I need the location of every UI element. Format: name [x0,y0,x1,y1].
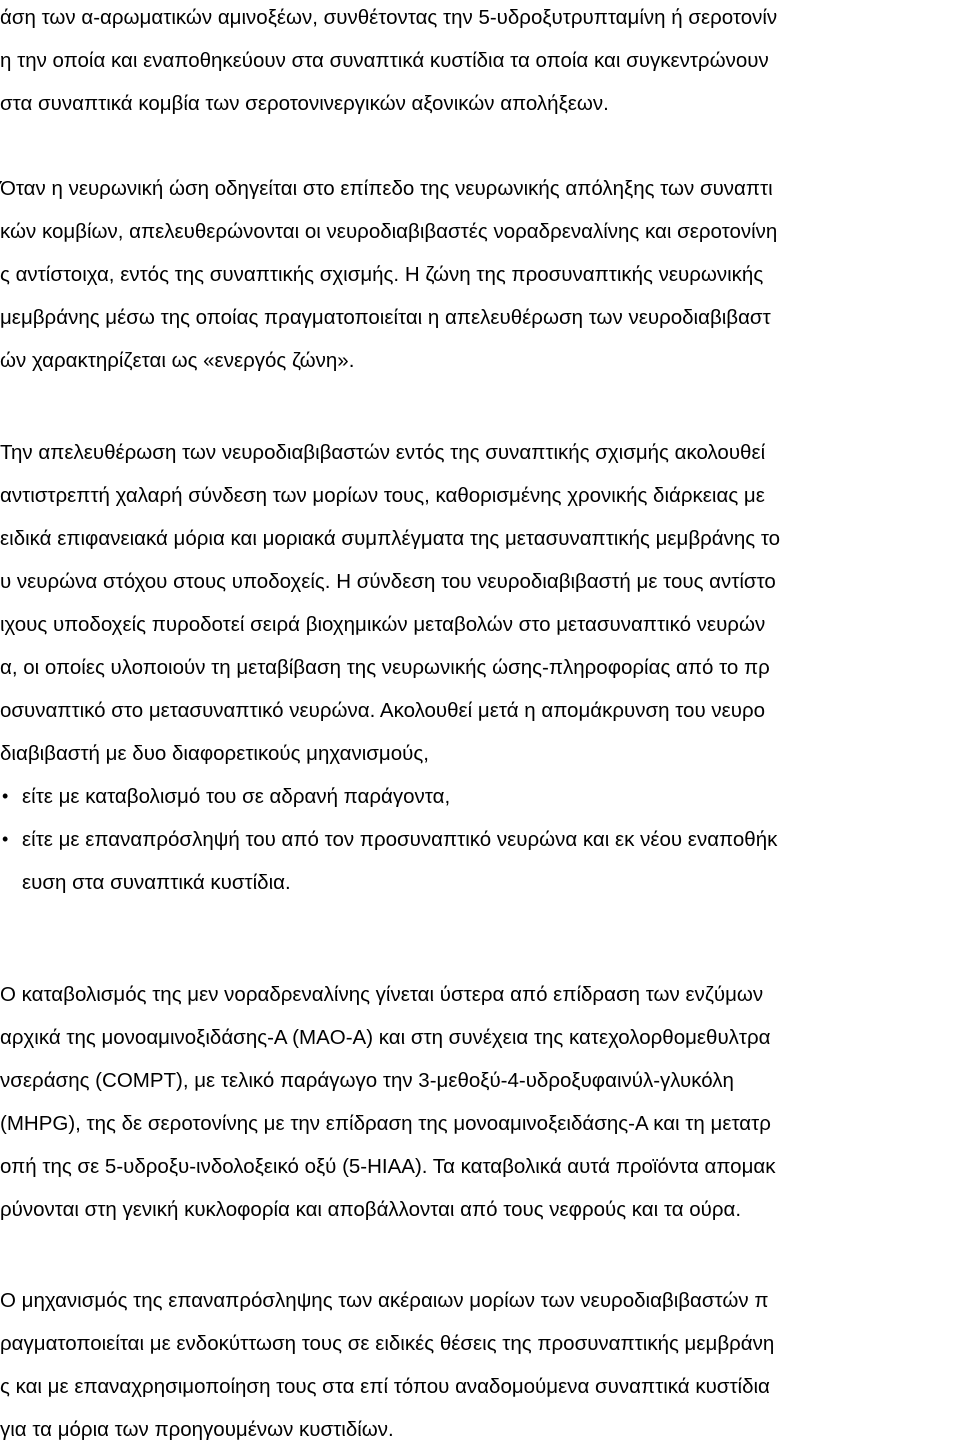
text-line: ών χαρακτηρίζεται ως «ενεργός ζώνη». [0,349,355,372]
bullet-text: είτε με καταβολισμό του σε αδρανή παράγοντα, [22,785,451,808]
text-line: για τα μόρια των προηγουμένων κυστιδίων. [0,1418,394,1441]
text-line: αντιστρεπτή χαλαρή σύνδεση των μορίων τους, καθορισμένης χρονικής διάρκειας με [0,484,765,507]
paragraph-neurotransmitter-release [0,167,777,382]
bullet-continuation [0,861,780,904]
text-line: ς αντίστοιχα, εντός της συναπτικής σχισμής. Η ζώνη της προσυναπτικής νευρωνικής [0,263,764,286]
text-line: μεμβράνης μέσω της οποίας πραγματοποιείται η απελευθέρωση των νευροδιαβιβαστ [0,306,771,329]
text-line: (MHPG), της δε σεροτονίνης με την επίδραση της μονοαμινοξειδάσης-Α και τη μετατρ [0,1112,771,1135]
text-line: Την απελευθέρωση των νευροδιαβιβαστών εντός της συναπτικής σχισμής ακολουθεί [0,441,766,464]
text-line: Ο καταβολισμός της μεν νοραδρεναλίνης γίνεται ύστερα από επίδραση των ενζύμων [0,983,764,1006]
bullet-text: ευση στα συναπτικά κυστίδια. [22,871,291,894]
text-line: ιχους υποδοχείς πυροδοτεί σειρά βιοχημικών μεταβολών στο μετασυναπτικό νευρών [0,613,766,636]
text-line: υ νευρώνα στόχου στους υποδοχείς. Η σύνδεση του νευροδιαβιβαστή με τους αντίστο [0,570,776,593]
text-line: η την οποία και εναποθηκεύουν στα συναπτικά κυστίδια τα οποία και συγκεντρώνουν [0,49,769,72]
paragraph-catabolism [0,973,776,1231]
bullet-text: είτε με επαναπρόσληψή του από τον προσυναπτικό νευρώνα και εκ νέου εναποθήκ [22,828,778,851]
text-line: στα συναπτικά κομβία των σεροτονινεργικών αξονικών απολήξεων. [0,92,609,115]
text-line: ρύνονται στη γενική κυκλοφορία και αποβάλλονται από τους νεφρούς και τα ούρα. [0,1198,742,1221]
text-line: Ο μηχανισμός της επαναπρόσληψης των ακέραιων μορίων των νευροδιαβιβαστών π [0,1289,769,1312]
text-line: διαβιβαστή με δυο διαφορετικούς μηχανισμούς, [0,742,429,765]
bullet-marker: • [2,829,9,849]
paragraph-reuptake-mechanism [0,1279,774,1451]
text-line: ς και με επαναχρησιμοποίηση τους στα επί τόπου αναδομούμενα συναπτικά κυστίδια [0,1375,770,1398]
paragraph-receptor-binding [0,431,780,904]
bullet-item [0,775,780,818]
text-line: άση των α-αρωματικών αμινοξέων, συνθέτοντας την 5-υδροξυτρυπταμίνη ή σεροτονίν [0,6,778,29]
text-line: κών κομβίων, απελευθερώνονται οι νευροδιαβιβαστές νοραδρεναλίνης και σεροτονίνη [0,220,778,243]
paragraph-serotonin-synthesis [0,0,777,125]
text-line: Όταν η νευρωνική ώση οδηγείται στο επίπεδο της νευρωνικής απόληξης των συναπτι [0,177,773,200]
text-line: ειδικά επιφανειακά μόρια και μοριακά συμπλέγματα της μετασυναπτικής μεμβράνης το [0,527,781,550]
text-line: α, οι οποίες υλοποιούν τη μεταβίβαση της νευρωνικής ώσης-πληροφορίας από το πρ [0,656,770,679]
text-line: αρχικά της μονοαμινοξιδάσης-Α (MAO-A) και στη συνέχεια της κατεχολορθομεθυλτρα [0,1026,771,1049]
text-line: ραγματοποιείται με ενδοκύττωση τους σε ειδικές θέσεις της προσυναπτικής μεμβράνη [0,1332,775,1355]
bullet-list [0,775,780,904]
text-line: νσεράσης (COMPT), με τελικό παράγωγο την 3-μεθοξύ-4-υδροξυφαινύλ-γλυκόλη [0,1069,734,1092]
bullet-marker: • [2,786,9,806]
text-line: οπή της σε 5-υδροξυ-ινδολοξεικό οξύ (5-HIAA). Τα καταβολικά αυτά προϊόντα απομακ [0,1155,776,1178]
bullet-item [0,818,780,861]
text-line: οσυναπτικό στο μετασυναπτικό νευρώνα. Ακολουθεί μετά η απομάκρυνση του νευρο [0,699,766,722]
